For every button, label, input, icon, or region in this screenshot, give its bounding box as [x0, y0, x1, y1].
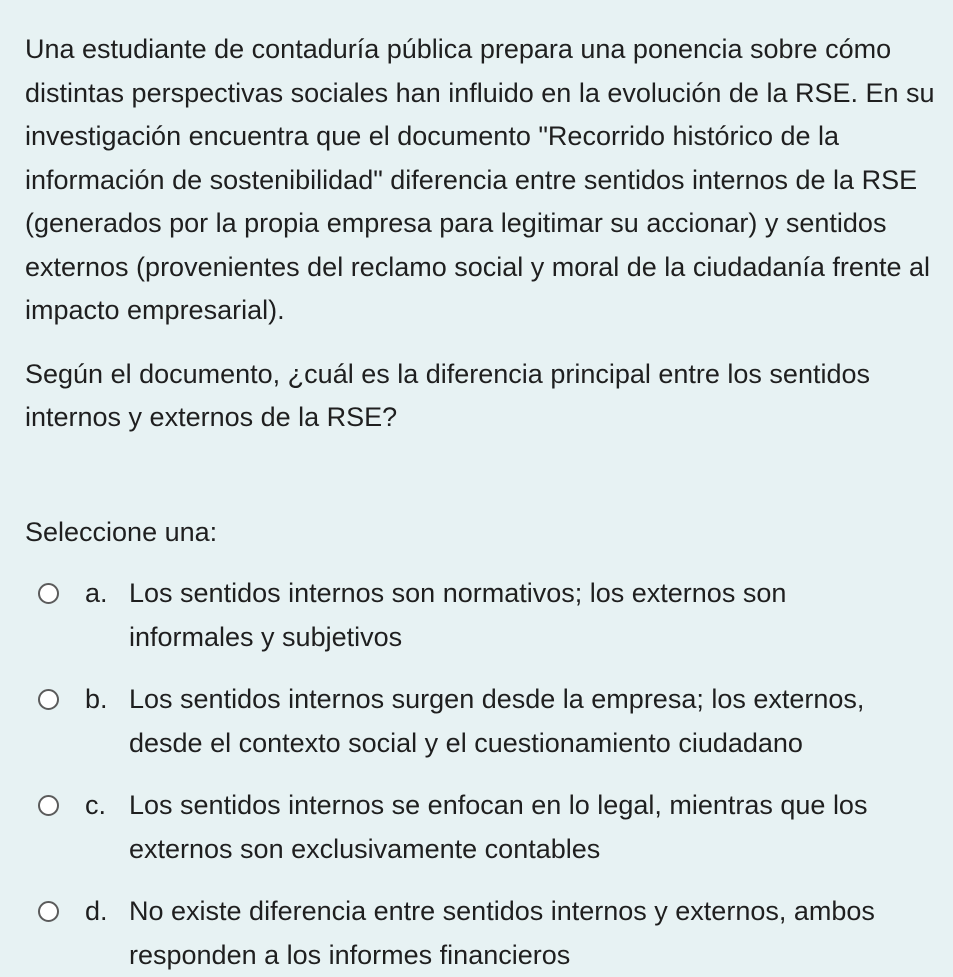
select-one-label: Seleccione una: [25, 517, 218, 547]
option-letter: d. [85, 896, 108, 926]
question-context: Una estudiante de contaduría pública prepara una ponencia sobre cómo distintas perspectivas sociales han influido en la evolución de la RSE. En su investigación encuentra que el documento "Recorrido histórico de la información de sostenibilidad" diferencia entre sentidos internos de la RSE (generados por la propia empresa para legitimar su accionar) y sentidos externos (provenientes del reclamo social y moral de la ciudadanía frente al impacto empresarial). [25, 34, 935, 325]
option-a[interactable] [38, 572, 918, 659]
radio-c[interactable] [38, 795, 59, 816]
option-d[interactable] [38, 890, 918, 977]
option-text: Los sentidos internos se enfocan en lo legal, mientras que los externos son exclusivamente contables [129, 790, 868, 864]
question-prompt: Según el documento, ¿cuál es la diferencia principal entre los sentidos internos y externos de la RSE? [25, 358, 870, 432]
question-text [25, 28, 935, 440]
radio-d[interactable] [38, 901, 59, 922]
option-letter: c. [85, 790, 107, 820]
option-text: Los sentidos internos surgen desde la empresa; los externos, desde el contexto social y el cuestionamiento ciudadano [129, 684, 865, 758]
option-letter: a. [85, 578, 108, 608]
radio-a[interactable] [38, 583, 59, 604]
option-b[interactable] [38, 678, 918, 765]
option-c[interactable] [38, 784, 918, 871]
option-text: No existe diferencia entre sentidos internos y externos, ambos responden a los informes financieros [129, 896, 875, 970]
radio-b[interactable] [38, 689, 59, 710]
option-text: Los sentidos internos son normativos; los externos son informales y subjetivos [129, 578, 787, 652]
option-letter: b. [85, 684, 108, 714]
